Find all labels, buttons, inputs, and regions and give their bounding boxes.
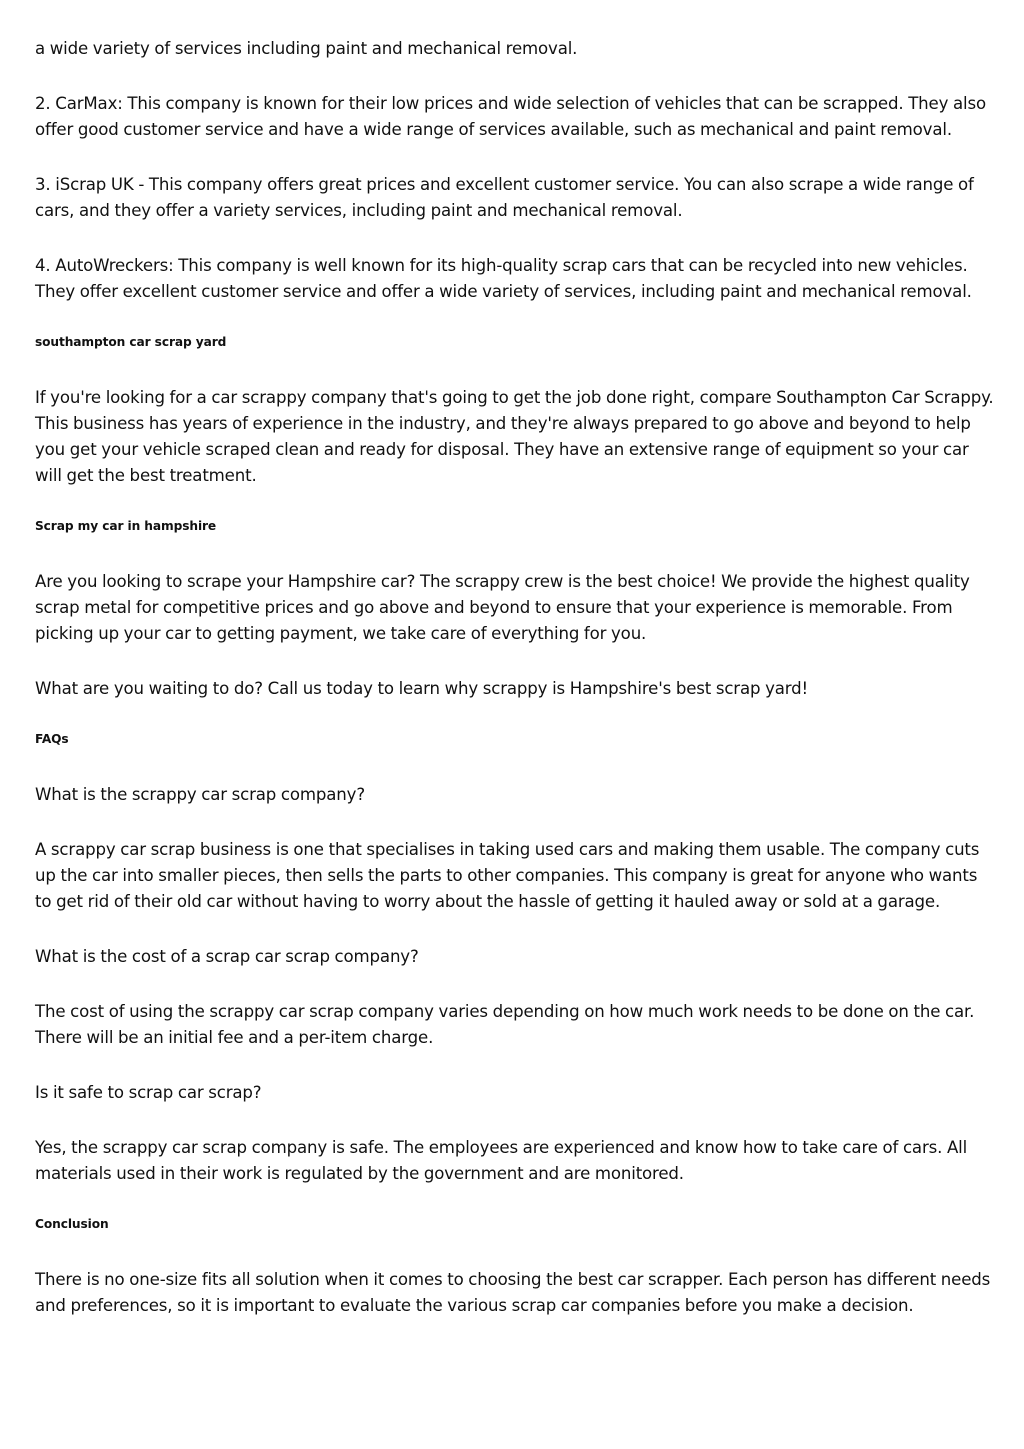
paragraph-iscrap-uk: 3. iScrap UK - This company offers great prices and excellent customer service. You can also scrape a wide range of cars, and they offer a variety services, including paint and mechanical removal. <box>35 175 974 220</box>
paragraph-carmax: 2. CarMax: This company is known for their low prices and wide selection of vehicles that can be scrapped. They also offer good customer service and have a wide range of services available, such as mechanical and paint removal. <box>35 94 986 139</box>
paragraph-autowreckers: 4. AutoWreckers: This company is well known for its high-quality scrap cars that can be recycled into new vehicles. They offer excellent customer service and offer a wide variety of services, including paint and mechanical removal. <box>35 256 972 301</box>
faq-question-1: What is the scrappy car scrap company? <box>35 785 365 804</box>
paragraph-conclusion: There is no one-size fits all solution when it comes to choosing the best car scrapper. Each person has different needs and preferences, so it is important to evaluate the various scrap car companies before you make a decision. <box>35 1270 991 1315</box>
paragraph-call-us: What are you waiting to do? Call us today to learn why scrappy is Hampshire's best scrap yard! <box>35 679 809 698</box>
faq-answer-3: Yes, the scrappy car scrap company is safe. The employees are experienced and know how to take care of cars. All materials used in their work is regulated by the government and are monitored. <box>35 1138 968 1183</box>
heading-southampton-car-scrap-yard: southampton car scrap yard <box>35 335 227 349</box>
heading-scrap-my-car-in-hampshire: Scrap my car in hampshire <box>35 519 217 533</box>
faq-question-2: What is the cost of a scrap car scrap company? <box>35 947 419 966</box>
faq-question-3: Is it safe to scrap car scrap? <box>35 1083 262 1102</box>
heading-faqs: FAQs <box>35 732 69 746</box>
heading-conclusion: Conclusion <box>35 1217 109 1231</box>
paragraph-hampshire: Are you looking to scrape your Hampshire car? The scrappy crew is the best choice! We provide the highest quality scrap metal for competitive prices and go above and beyond to ensure that your experience is memorable. From picking up your car to getting payment, we take care of everything for you. <box>35 572 970 643</box>
faq-answer-2: The cost of using the scrappy car scrap company varies depending on how much work needs to be done on the car. There will be an initial fee and a per-item charge. <box>35 1002 975 1047</box>
document-body <box>35 36 995 1348</box>
paragraph-services-intro: a wide variety of services including paint and mechanical removal. <box>35 39 578 58</box>
paragraph-southampton: If you're looking for a car scrappy company that's going to get the job done right, compare Southampton Car Scrappy. This business has years of experience in the industry, and they're always prepared to go above and beyond to help you get your vehicle scraped clean and ready for disposal. They have an extensive range of equipment so your car will get the best treatment. <box>35 388 994 485</box>
faq-answer-1: A scrappy car scrap business is one that specialises in taking used cars and making them usable. The company cuts up the car into smaller pieces, then sells the parts to other companies. This company is great for anyone who wants to get rid of their old car without having to worry about the hassle of getting it hauled away or sold at a garage. <box>35 840 980 911</box>
